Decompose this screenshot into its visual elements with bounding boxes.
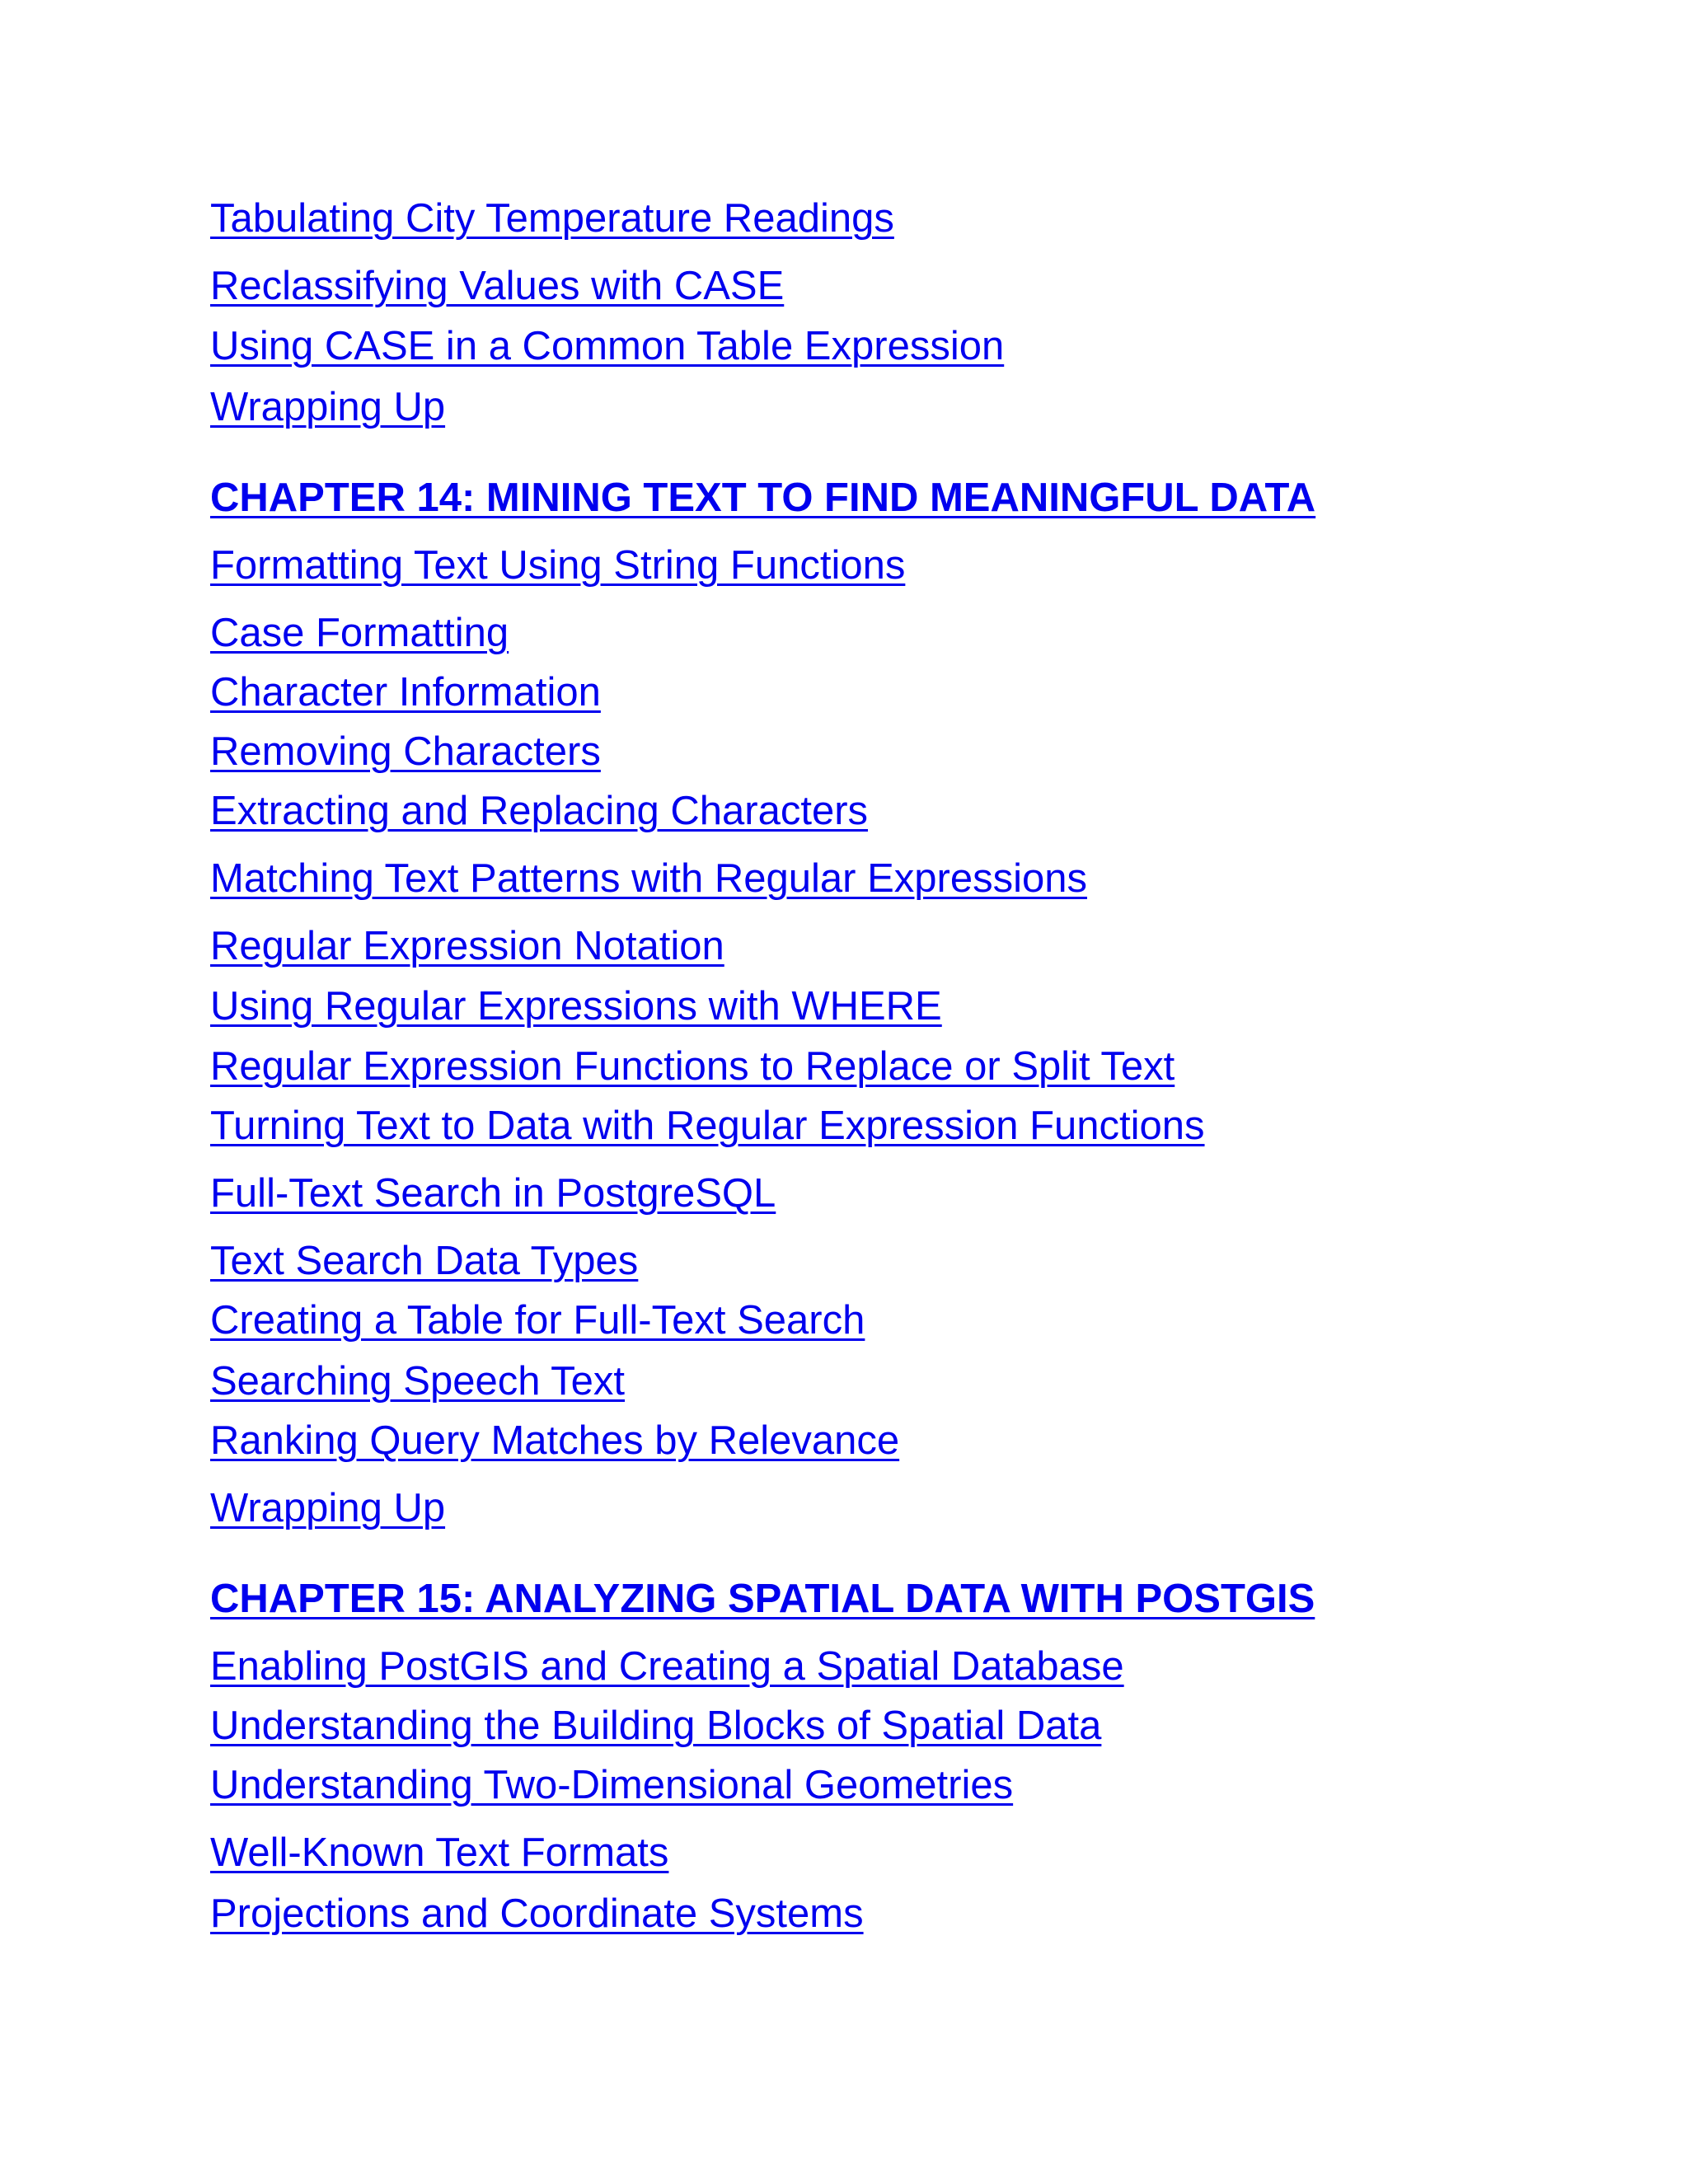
toc-link-regex-functions-replace-split[interactable]: Regular Expression Functions to Replace or Split Text — [210, 1044, 1175, 1089]
toc-link-using-regular-expressions-with-where[interactable]: Using Regular Expressions with WHERE — [210, 984, 942, 1029]
toc-link-case-formatting[interactable]: Case Formatting — [210, 611, 509, 655]
toc-link-two-dimensional-geometries[interactable]: Understanding Two-Dimensional Geometries — [210, 1763, 1014, 1807]
toc-link-full-text-search-in-postgresql[interactable]: Full-Text Search in PostgreSQL — [210, 1171, 776, 1216]
toc-link-building-blocks-spatial-data[interactable]: Understanding the Building Blocks of Spatial Data — [210, 1704, 1102, 1748]
toc-link-turning-text-to-data[interactable]: Turning Text to Data with Regular Expression Functions — [210, 1104, 1205, 1148]
toc-link-tabulating-city-temperature-readings[interactable]: Tabulating City Temperature Readings — [210, 196, 894, 241]
table-of-contents — [210, 0, 1611, 2184]
toc-link-searching-speech-text[interactable]: Searching Speech Text — [210, 1359, 626, 1404]
toc-link-wrapping-up-ch13[interactable]: Wrapping Up — [210, 385, 446, 429]
toc-link-well-known-text-formats[interactable]: Well-Known Text Formats — [210, 1830, 669, 1875]
toc-link-wrapping-up-ch14[interactable]: Wrapping Up — [210, 1486, 446, 1530]
toc-link-text-search-data-types[interactable]: Text Search Data Types — [210, 1239, 639, 1283]
toc-link-ranking-query-matches[interactable]: Ranking Query Matches by Relevance — [210, 1418, 900, 1463]
toc-link-reclassifying-values-with-case[interactable]: Reclassifying Values with CASE — [210, 264, 785, 308]
toc-link-formatting-text-using-string-functions[interactable]: Formatting Text Using String Functions — [210, 543, 906, 588]
toc-link-extracting-and-replacing-characters[interactable]: Extracting and Replacing Characters — [210, 789, 869, 833]
toc-link-regular-expression-notation[interactable]: Regular Expression Notation — [210, 924, 724, 968]
toc-link-chapter-14[interactable]: CHAPTER 14: MINING TEXT TO FIND MEANINGFUL DATA — [210, 476, 1316, 520]
toc-link-using-case-in-cte[interactable]: Using CASE in a Common Table Expression — [210, 324, 1005, 368]
toc-link-matching-text-patterns[interactable]: Matching Text Patterns with Regular Expressions — [210, 856, 1087, 901]
toc-link-character-information[interactable]: Character Information — [210, 670, 601, 715]
toc-link-chapter-15[interactable]: CHAPTER 15: ANALYZING SPATIAL DATA WITH POSTGIS — [210, 1577, 1315, 1621]
toc-link-creating-table-full-text-search[interactable]: Creating a Table for Full-Text Search — [210, 1298, 865, 1343]
toc-link-enabling-postgis[interactable]: Enabling PostGIS and Creating a Spatial Database — [210, 1644, 1124, 1689]
toc-link-removing-characters[interactable]: Removing Characters — [210, 729, 601, 774]
toc-link-projections-coordinate-systems[interactable]: Projections and Coordinate Systems — [210, 1891, 864, 1936]
